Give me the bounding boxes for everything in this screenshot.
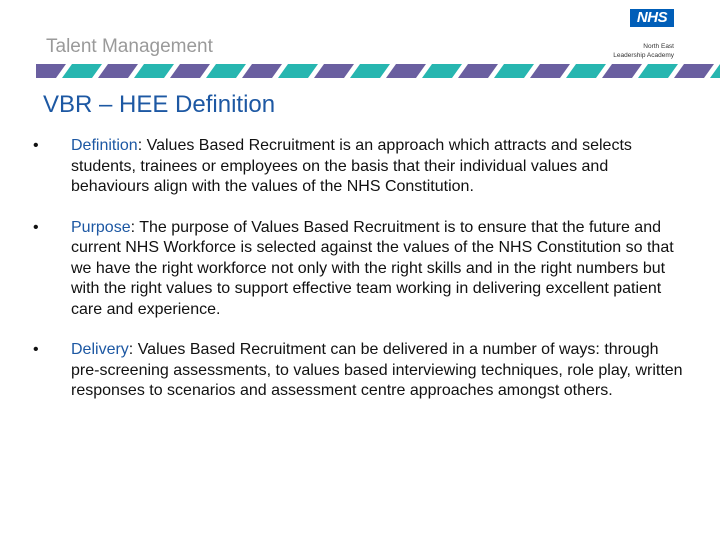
stripe-segment [602, 64, 642, 78]
org-name-line-2: Leadership Academy [613, 51, 674, 59]
bullet-body [71, 340, 690, 402]
bullet-term: Purpose [71, 218, 131, 236]
bullet-body [71, 218, 690, 321]
stripe-segment [494, 64, 534, 78]
bullet-marker: • [33, 341, 39, 358]
decorative-stripe-band [36, 64, 720, 78]
bullet-separator: : [137, 137, 143, 154]
stripe-segment [386, 64, 426, 78]
bullet-term: Definition [71, 137, 138, 154]
org-name-line-1: North East [643, 43, 674, 50]
bullet-text: Values Based Recruitment is an approach which attracts and selects students, trainees or employees on the basis that their individual values and behaviours align with the values of the NHS Constitution. [71, 137, 632, 195]
stripe-segment [36, 64, 66, 78]
stripe-segment [278, 64, 318, 78]
stripe-segment [566, 64, 606, 78]
stripe-segment [458, 64, 498, 78]
organisation-name [613, 43, 674, 60]
stripe-segment [314, 64, 354, 78]
bullet-list [30, 136, 690, 422]
stripe-segment [170, 64, 210, 78]
stripe-segment [134, 64, 174, 78]
bullet-item-delivery [30, 340, 690, 402]
bullet-marker: • [33, 137, 39, 154]
stripe-segment [62, 64, 102, 78]
slide-title: VBR – HEE Definition [43, 91, 276, 118]
bullet-term: Delivery [71, 341, 129, 358]
header-title: Talent Management [46, 36, 213, 57]
bullet-item-purpose [30, 218, 690, 321]
bullet-separator: : [128, 341, 134, 358]
stripe-segment [206, 64, 246, 78]
stripe-segment [530, 64, 570, 78]
stripe-segment [242, 64, 282, 78]
stripe-segment [674, 64, 714, 78]
bullet-separator: : [130, 218, 136, 236]
bullet-text: The purpose of Values Based Recruitment is to ensure that the future and current NHS Workforce is selected against the values of the NHS Constitution so that we have the right workforce not only with the right skills and in the right numbers but with the right values to support effective team working in delivering excellent patient care and experience. [71, 218, 674, 318]
stripe-segment [638, 64, 678, 78]
stripe-segment [350, 64, 390, 78]
bullet-text: Values Based Recruitment can be delivered in a number of ways: through pre-screening assessments, to values based interviewing techniques, role play, written responses to scenarios and assessment centre approaches amongst others. [71, 341, 683, 399]
stripe-segment [98, 64, 138, 78]
bullet-body [71, 136, 690, 198]
bullet-item-definition [30, 136, 690, 198]
stripe-segment [422, 64, 462, 78]
bullet-marker: • [33, 218, 39, 236]
nhs-logo: NHS [630, 9, 674, 27]
